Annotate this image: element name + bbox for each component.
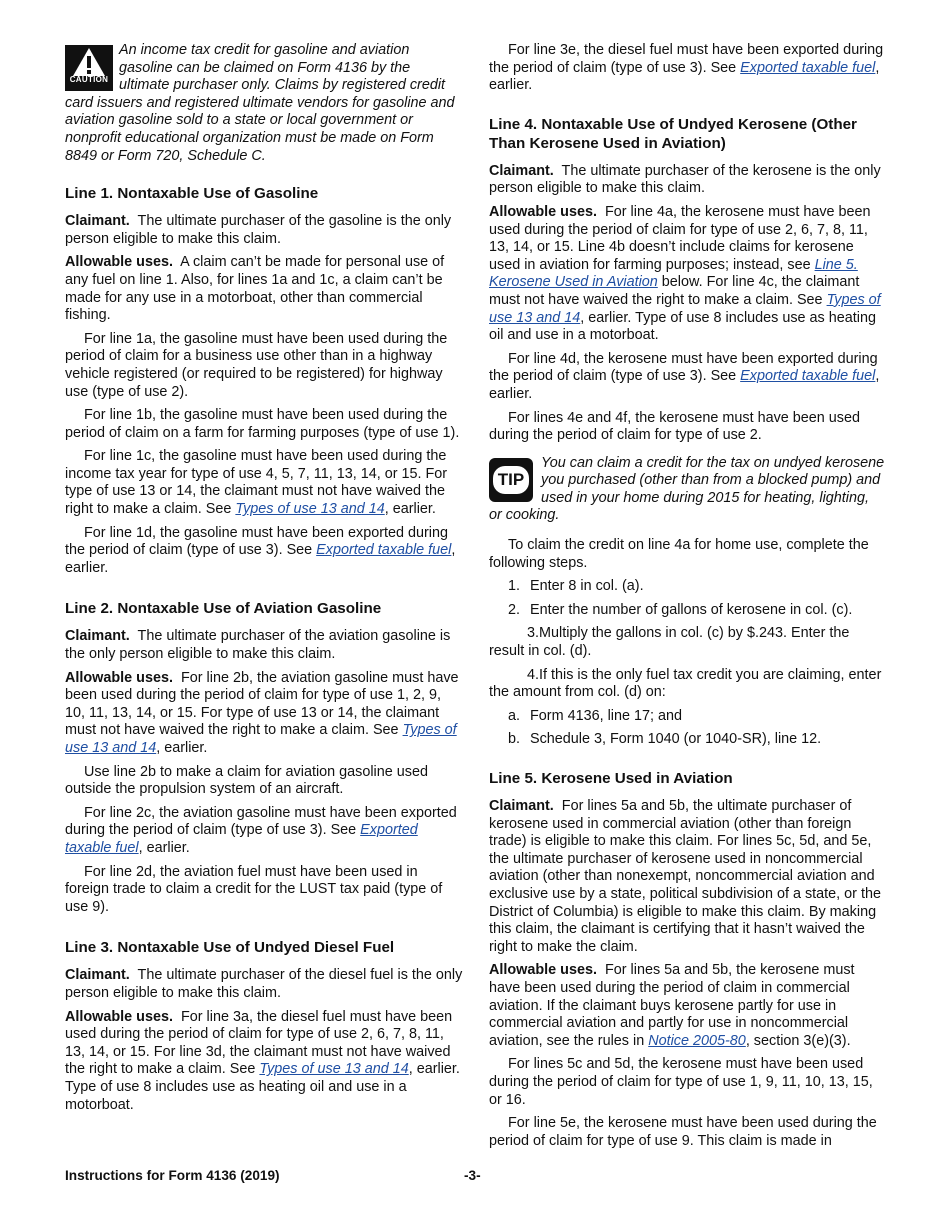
text: , earlier.: [65, 542, 456, 576]
list-item: [489, 731, 885, 749]
line2-heading: Line 2. Nontaxable Use of Aviation Gasoline: [65, 600, 382, 618]
allowable-text: A claim can’t be made for personal use of any fuel on line 1. Also, for lines 1a and 1c, a claim can’t be made for any use in a motorboat, other than commercial fishing.: [65, 254, 445, 324]
line1c-paragraph: [65, 448, 463, 518]
text: , earlier.: [489, 368, 880, 402]
right-column: [489, 42, 885, 1156]
list-item: [489, 708, 885, 726]
text: , section 3(e)(3).: [745, 1032, 851, 1049]
text: For line 1d, the gasoline must have been exported during the period of claim (type of use 3). See: [65, 524, 448, 559]
text: , earlier. Type of use 8 includes use as heating oil and use in a motorboat.: [65, 1061, 460, 1113]
step-text: Enter 8 in col. (a).: [530, 578, 644, 595]
text: , earlier. Type of use 8 includes use as heating oil and use in a motorboat.: [489, 309, 876, 344]
line5-allowable: [489, 962, 885, 1050]
line1-allowable: [65, 254, 463, 324]
claimant-lead: Claimant.: [489, 798, 554, 814]
claimant-text: For lines 5a and 5b, the ultimate purchaser of kerosene used in commercial aviation (other than foreign trade) is eligible to make this claim. For lines 5c, 5d, and 5e, the ultimate purchaser of kerosene used in noncommercial aviation (other than nonexempt, noncommercial aviation and exclusive use by a state, political subdivision of a state, or the District of Columbia) is eligible to make this claim. By making this claim, the claimant is certifying that it hasn’t waived the right to make the claim.: [489, 798, 881, 955]
line5e-paragraph: For line 5e, the kerosene must have been used during the period of claim for type of use 9. This claim is made in: [489, 1115, 877, 1149]
list-item: [489, 625, 885, 660]
line1b-paragraph: For line 1b, the gasoline must have been used during the period of claim on a farm for farming purposes (type of use 1).: [65, 407, 460, 441]
caution-text: An income tax credit for gasoline and aviation gasoline can be claimed on Form 4136 by the ultimate purchaser only. Claims by registered credit card issuers and registered ultimate vendors for gasoline and aviation gasoline sold to a state or local government or nonprofit educational organization must be made on Form 8849 or Form 720, Schedule C.: [65, 42, 455, 164]
claimant-text: The ultimate purchaser of the gasoline is the only person eligible to make this claim.: [65, 213, 452, 247]
caution-icon: [65, 45, 113, 91]
claimant-text: The ultimate purchaser of the diesel fuel is the only person eligible to make this claim.: [65, 967, 463, 1001]
step-number: 2.: [508, 601, 521, 618]
step-text: Schedule 3, Form 1040 (or 1040-SR), line 12.: [530, 731, 822, 748]
step-number: 1.: [508, 578, 521, 595]
types-of-use-link[interactable]: Types of use 13 and 14: [489, 291, 881, 326]
caution-label: CAUTION: [69, 75, 109, 85]
allowable-lead: Allowable uses.: [65, 1008, 173, 1025]
text: , earlier.: [489, 59, 880, 94]
claimant-lead: Claimant.: [489, 162, 554, 179]
step-text: Form 4136, line 17; and: [530, 707, 682, 724]
text: For lines 5a and 5b, the kerosene must have been used during the period of claim in commercial aviation. If the claimant buys kerosene partly for use in commercial aviation and partly for use in noncommercial aviation, see the rules in: [489, 962, 855, 1049]
line4-claimant: [489, 163, 885, 198]
claimant-lead: Claimant.: [65, 967, 130, 984]
line1a-paragraph: For line 1a, the gasoline must have been used during the period of claim for a business use other than in a highway vehicle registered (or required to be registered) for highway use (type of use 2).: [65, 330, 448, 400]
line3-claimant: [65, 967, 463, 1002]
line2d-paragraph: For line 2d, the aviation fuel must have been used in foreign trade to claim a credit for the LUST tax paid (type of use 9).: [65, 863, 443, 915]
line3e-paragraph: [489, 42, 885, 95]
exported-taxable-fuel-link[interactable]: Exported taxable fuel: [740, 59, 876, 76]
text: For line 4d, the kerosene must have been exported during the period of claim (type of use 3). See: [489, 350, 878, 385]
allowable-lead: Allowable uses.: [65, 254, 173, 271]
allowable-lead: Allowable uses.: [489, 203, 597, 220]
text: below. For line 4c, the claimant must not have waived the right to make a claim. See: [489, 274, 860, 308]
step-number: 3.: [527, 625, 540, 642]
types-of-use-link[interactable]: Types of use 13 and 14: [259, 1061, 409, 1078]
exported-taxable-fuel-link[interactable]: Exported taxable fuel: [316, 542, 452, 559]
claimant-lead: Claimant.: [65, 628, 130, 645]
page-number: -3-: [464, 1168, 481, 1183]
line4-allowable: [489, 204, 885, 345]
text: For line 2c, the aviation gasoline must have been exported during the period of claim (type of use 3). See: [65, 804, 457, 839]
caution-note: [65, 42, 463, 165]
step-text: Multiply the gallons in col. (c) by $.243. Enter the result in col. (d).: [489, 625, 850, 660]
line1-heading: Line 1. Nontaxable Use of Gasoline: [65, 185, 319, 203]
line2-claimant: [65, 628, 463, 663]
step-letter: b.: [508, 731, 521, 748]
line1-claimant: [65, 213, 463, 248]
line2c-paragraph: [65, 805, 463, 858]
line3-allowable: [65, 1009, 463, 1115]
notice-2005-80-link[interactable]: Notice 2005-80: [648, 1032, 746, 1049]
line3-heading: Line 3. Nontaxable Use of Undyed Diesel Fuel: [65, 939, 395, 957]
text: , earlier.: [384, 501, 436, 518]
steps-intro: To claim the credit on line 4a for home use, complete the following steps.: [489, 537, 869, 571]
line4d-paragraph: [489, 351, 885, 404]
tip-note: [489, 455, 885, 525]
text: For line 1c, the gasoline must have been used during the income tax year for type of use 4, 5, 7, 11, 13, 14, or 15. For type of use 13 or 14, the claimant must not have waived the right to make a claim. See: [65, 448, 448, 518]
types-of-use-link[interactable]: Types of use 13 and 14: [65, 722, 457, 756]
claimant-text: The ultimate purchaser of the aviation gasoline is the only person eligible to make this claim.: [65, 628, 451, 663]
line4-heading: Line 4. Nontaxable Use of Undyed Kerosene (Other Than Kerosene Used in Aviation): [489, 115, 857, 152]
tip-text: You can claim a credit for the tax on undyed kerosene you purchased (other than from a blocked pump) and used in your home during 2015 for heating, lighting, or cooking.: [489, 454, 885, 524]
text: For line 2b, the aviation gasoline must have been used during the period of claim for type of use 1, 2, 9, 10, 11, 13, 14, or 15. For type of use 13 or 14, the claimant must not have waived the right to make a claim. See: [65, 669, 459, 739]
text: , earlier.: [138, 839, 190, 856]
steps-list: [489, 578, 885, 749]
line5-heading: Line 5. Kerosene Used in Aviation: [489, 770, 733, 787]
footer-title: Instructions for Form 4136 (2019): [65, 1168, 280, 1183]
line4ef-paragraph: For lines 4e and 4f, the kerosene must have been used during the period of claim for type of use 2.: [489, 409, 860, 444]
line5cd-paragraph: For lines 5c and 5d, the kerosene must have been used during the period of claim for type of use 1, 9, 11, 10, 13, 15, or 16.: [489, 1056, 873, 1108]
step-number: 4.: [527, 666, 540, 683]
list-item: [489, 667, 885, 702]
claimant-text: The ultimate purchaser of the kerosene is the only person eligible to make this claim.: [489, 162, 881, 197]
step-letter: a.: [508, 707, 521, 724]
text: For line 3e, the diesel fuel must have been exported during the period of claim (type of use 3). See: [489, 42, 884, 76]
list-item: [489, 578, 885, 596]
line5-claimant: [489, 798, 885, 956]
allowable-lead: Allowable uses.: [65, 669, 173, 686]
tip-label: TIP: [493, 466, 529, 494]
exported-taxable-fuel-link[interactable]: Exported taxable fuel: [65, 822, 418, 856]
list-item: [489, 602, 885, 620]
line1d-paragraph: [65, 525, 463, 578]
text: , earlier.: [156, 740, 208, 756]
tip-icon: [489, 458, 533, 502]
step-text: Enter the number of gallons of kerosene in col. (c).: [530, 601, 853, 618]
line2b-paragraph: Use line 2b to make a claim for aviation gasoline used outside the propulsion system of an aircraft.: [65, 763, 428, 798]
allowable-lead: Allowable uses.: [489, 962, 597, 979]
text: For line 4a, the kerosene must have been used during the period of claim for type of use 2, 6, 7, 8, 11, 13, 14, or 15. Line 4b doesn’t include claims for kerosene used in aviation for farming purposes; instead, see: [489, 203, 871, 273]
line2-allowable: [65, 670, 463, 758]
claimant-lead: Claimant.: [65, 213, 130, 230]
left-column: [65, 42, 463, 1120]
line5-kerosene-link[interactable]: Line 5. Kerosene Used in Aviation: [489, 256, 858, 291]
types-of-use-link[interactable]: Types of use 13 and 14: [235, 501, 385, 518]
step-text: If this is the only fuel tax credit you are claiming, enter the amount from col. (d) on:: [489, 666, 882, 701]
exported-taxable-fuel-link[interactable]: Exported taxable fuel: [740, 368, 876, 385]
text: For line 3a, the diesel fuel must have been used during the period of claim for type of use 2, 6, 7, 8, 11, 13, 14, or 15. For line 3d, the claimant must not have waived the right to make a claim. See: [65, 1008, 453, 1078]
